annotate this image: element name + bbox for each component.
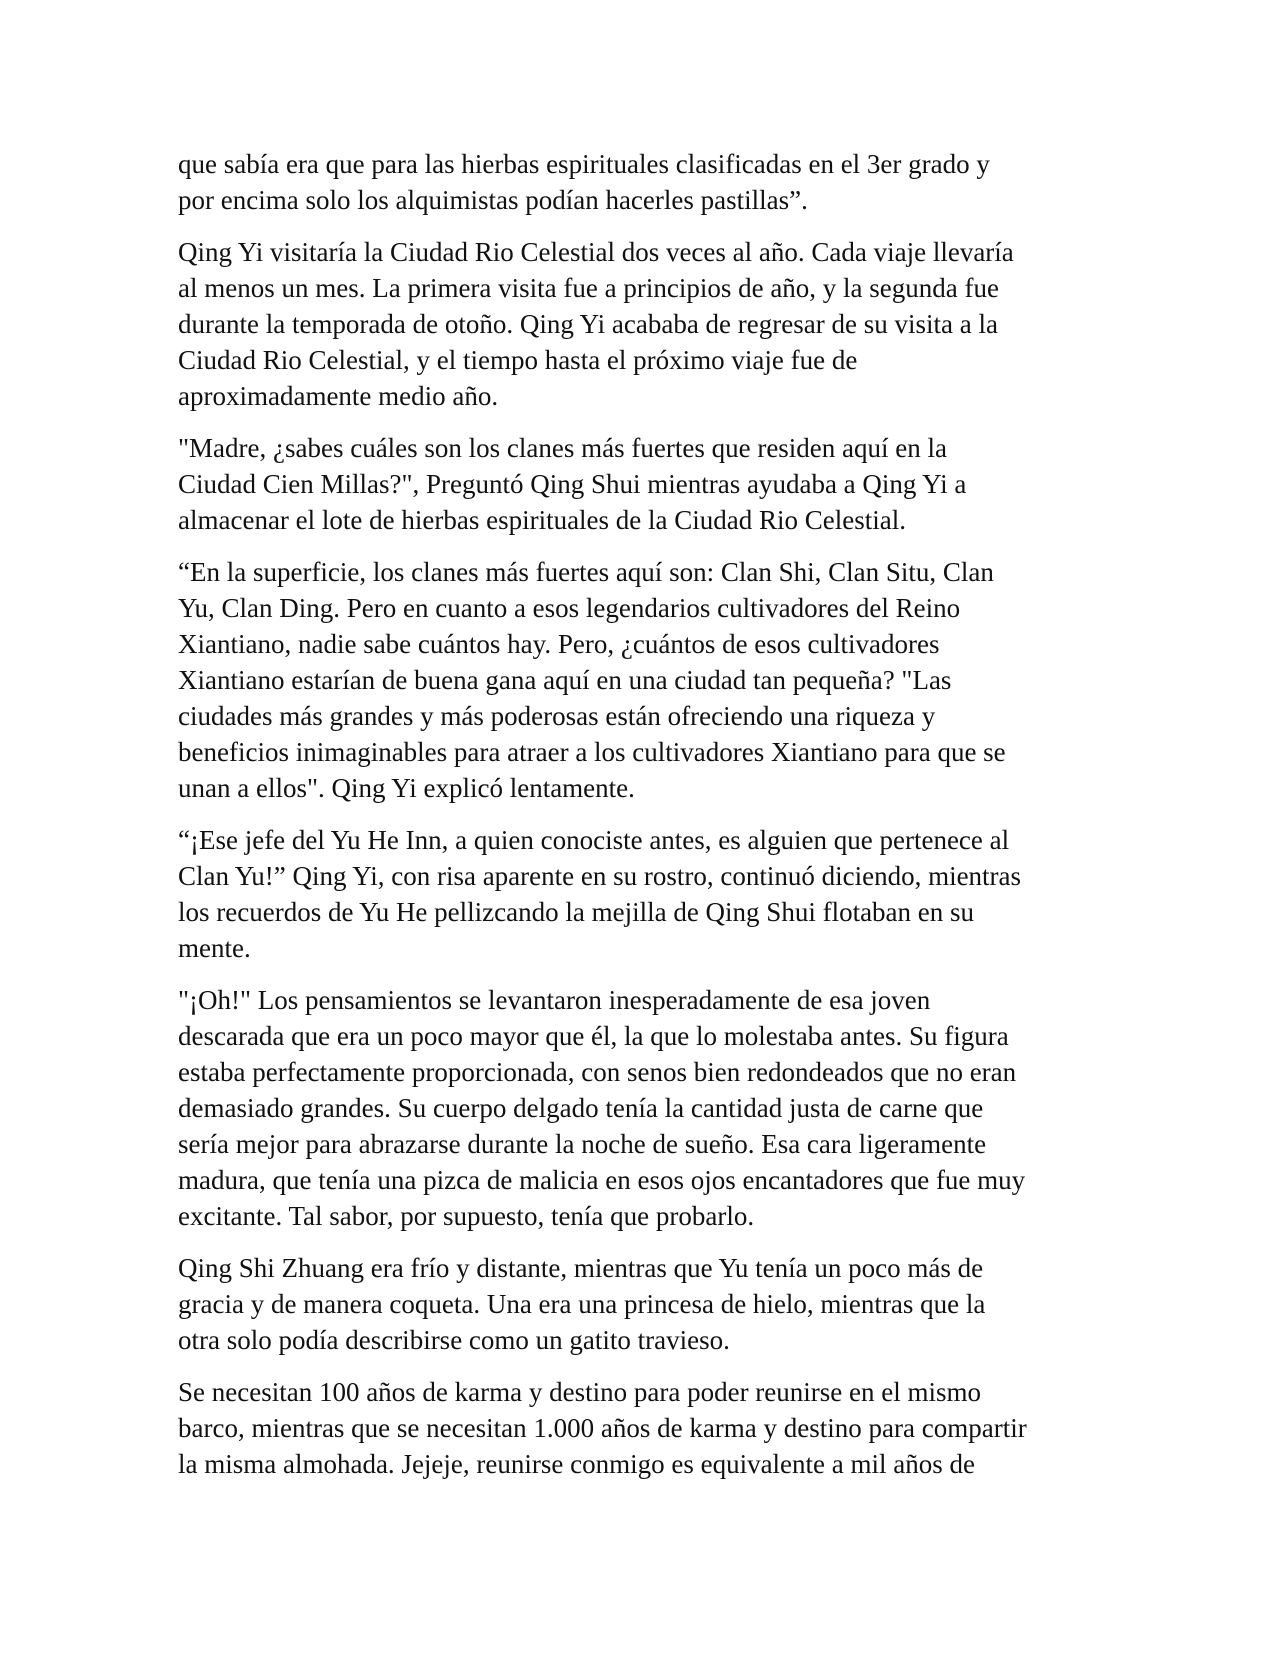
paragraph-5: “¡Ese jefe del Yu He Inn, a quien conociste antes, es alguien que pertenece al Clan Yu!” Qing Yi, con risa aparente en su rostro, continuó diciendo, mientras los recuerdos de Yu He pellizcando la mejilla de Qing Shui flotaban en su mente. — [178, 825, 1022, 963]
paragraph-7: Qing Shi Zhuang era frío y distante, mientras que Yu tenía un poco más de gracia y de manera coqueta. Una era una princesa de hielo, mientras que la otra solo podía describirse como un gatito travieso. — [178, 1253, 986, 1355]
paragraph-6: "¡Oh!" Los pensamientos se levantaron inesperadamente de esa joven descarada que era un poco mayor que él, la que lo molestaba antes. Su figura estaba perfectamente proporcionada, con senos bien redondeados que no eran demasiado grandes. Su cuerpo delgado tenía la cantidad justa de carne que sería mejor para abrazarse durante la noche de sueño. Esa cara ligeramente madura, que tenía una pizca de malicia en esos ojos encantadores que fue muy excitante. Tal sabor, por supuesto, tenía que probarlo. — [178, 985, 1026, 1231]
paragraph-2: Qing Yi visitaría la Ciudad Rio Celestial dos veces al año. Cada viaje llevaría al menos un mes. La primera visita fue a principios de año, y la segunda fue durante la temporada de otoño. Qing Yi acababa de regresar de su visita a la Ciudad Rio Celestial, y el tiempo hasta el próximo viaje fue de aproximadamente medio año. — [178, 237, 1014, 411]
body-text — [178, 146, 1108, 1498]
paragraph-3: "Madre, ¿sabes cuáles son los clanes más fuertes que residen aquí en la Ciudad Cien Millas?", Preguntó Qing Shui mientras ayudaba a Qing Yi a almacenar el lote de hierbas espirituales de la Ciudad Rio Celestial. — [178, 433, 967, 535]
paragraph-8: Se necesitan 100 años de karma y destino para poder reunirse en el mismo barco, mientras que se necesitan 1.000 años de karma y destino para compartir la misma almohada. Jejeje, reunirse conmigo es equivalente a mil años de — [178, 1377, 1027, 1479]
paragraph-4: “En la superficie, los clanes más fuertes aquí son: Clan Shi, Clan Situ, Clan Yu, Clan Ding. Pero en cuanto a esos legendarios cultivadores del Reino Xiantiano, nadie sabe cuántos hay. Pero, ¿cuántos de esos cultivadores Xiantiano estarían de buena gana aquí en una ciudad tan pequeña? "Las ciudades más grandes y más poderosas están ofreciendo una riqueza y beneficios inimaginables para atraer a los cultivadores Xiantiano para que se unan a ellos". Qing Yi explicó lentamente. — [178, 557, 1006, 803]
paragraph-1: que sabía era que para las hierbas espirituales clasificadas en el 3er grado y por encima solo los alquimistas podían hacerles pastillas”. — [178, 149, 990, 215]
